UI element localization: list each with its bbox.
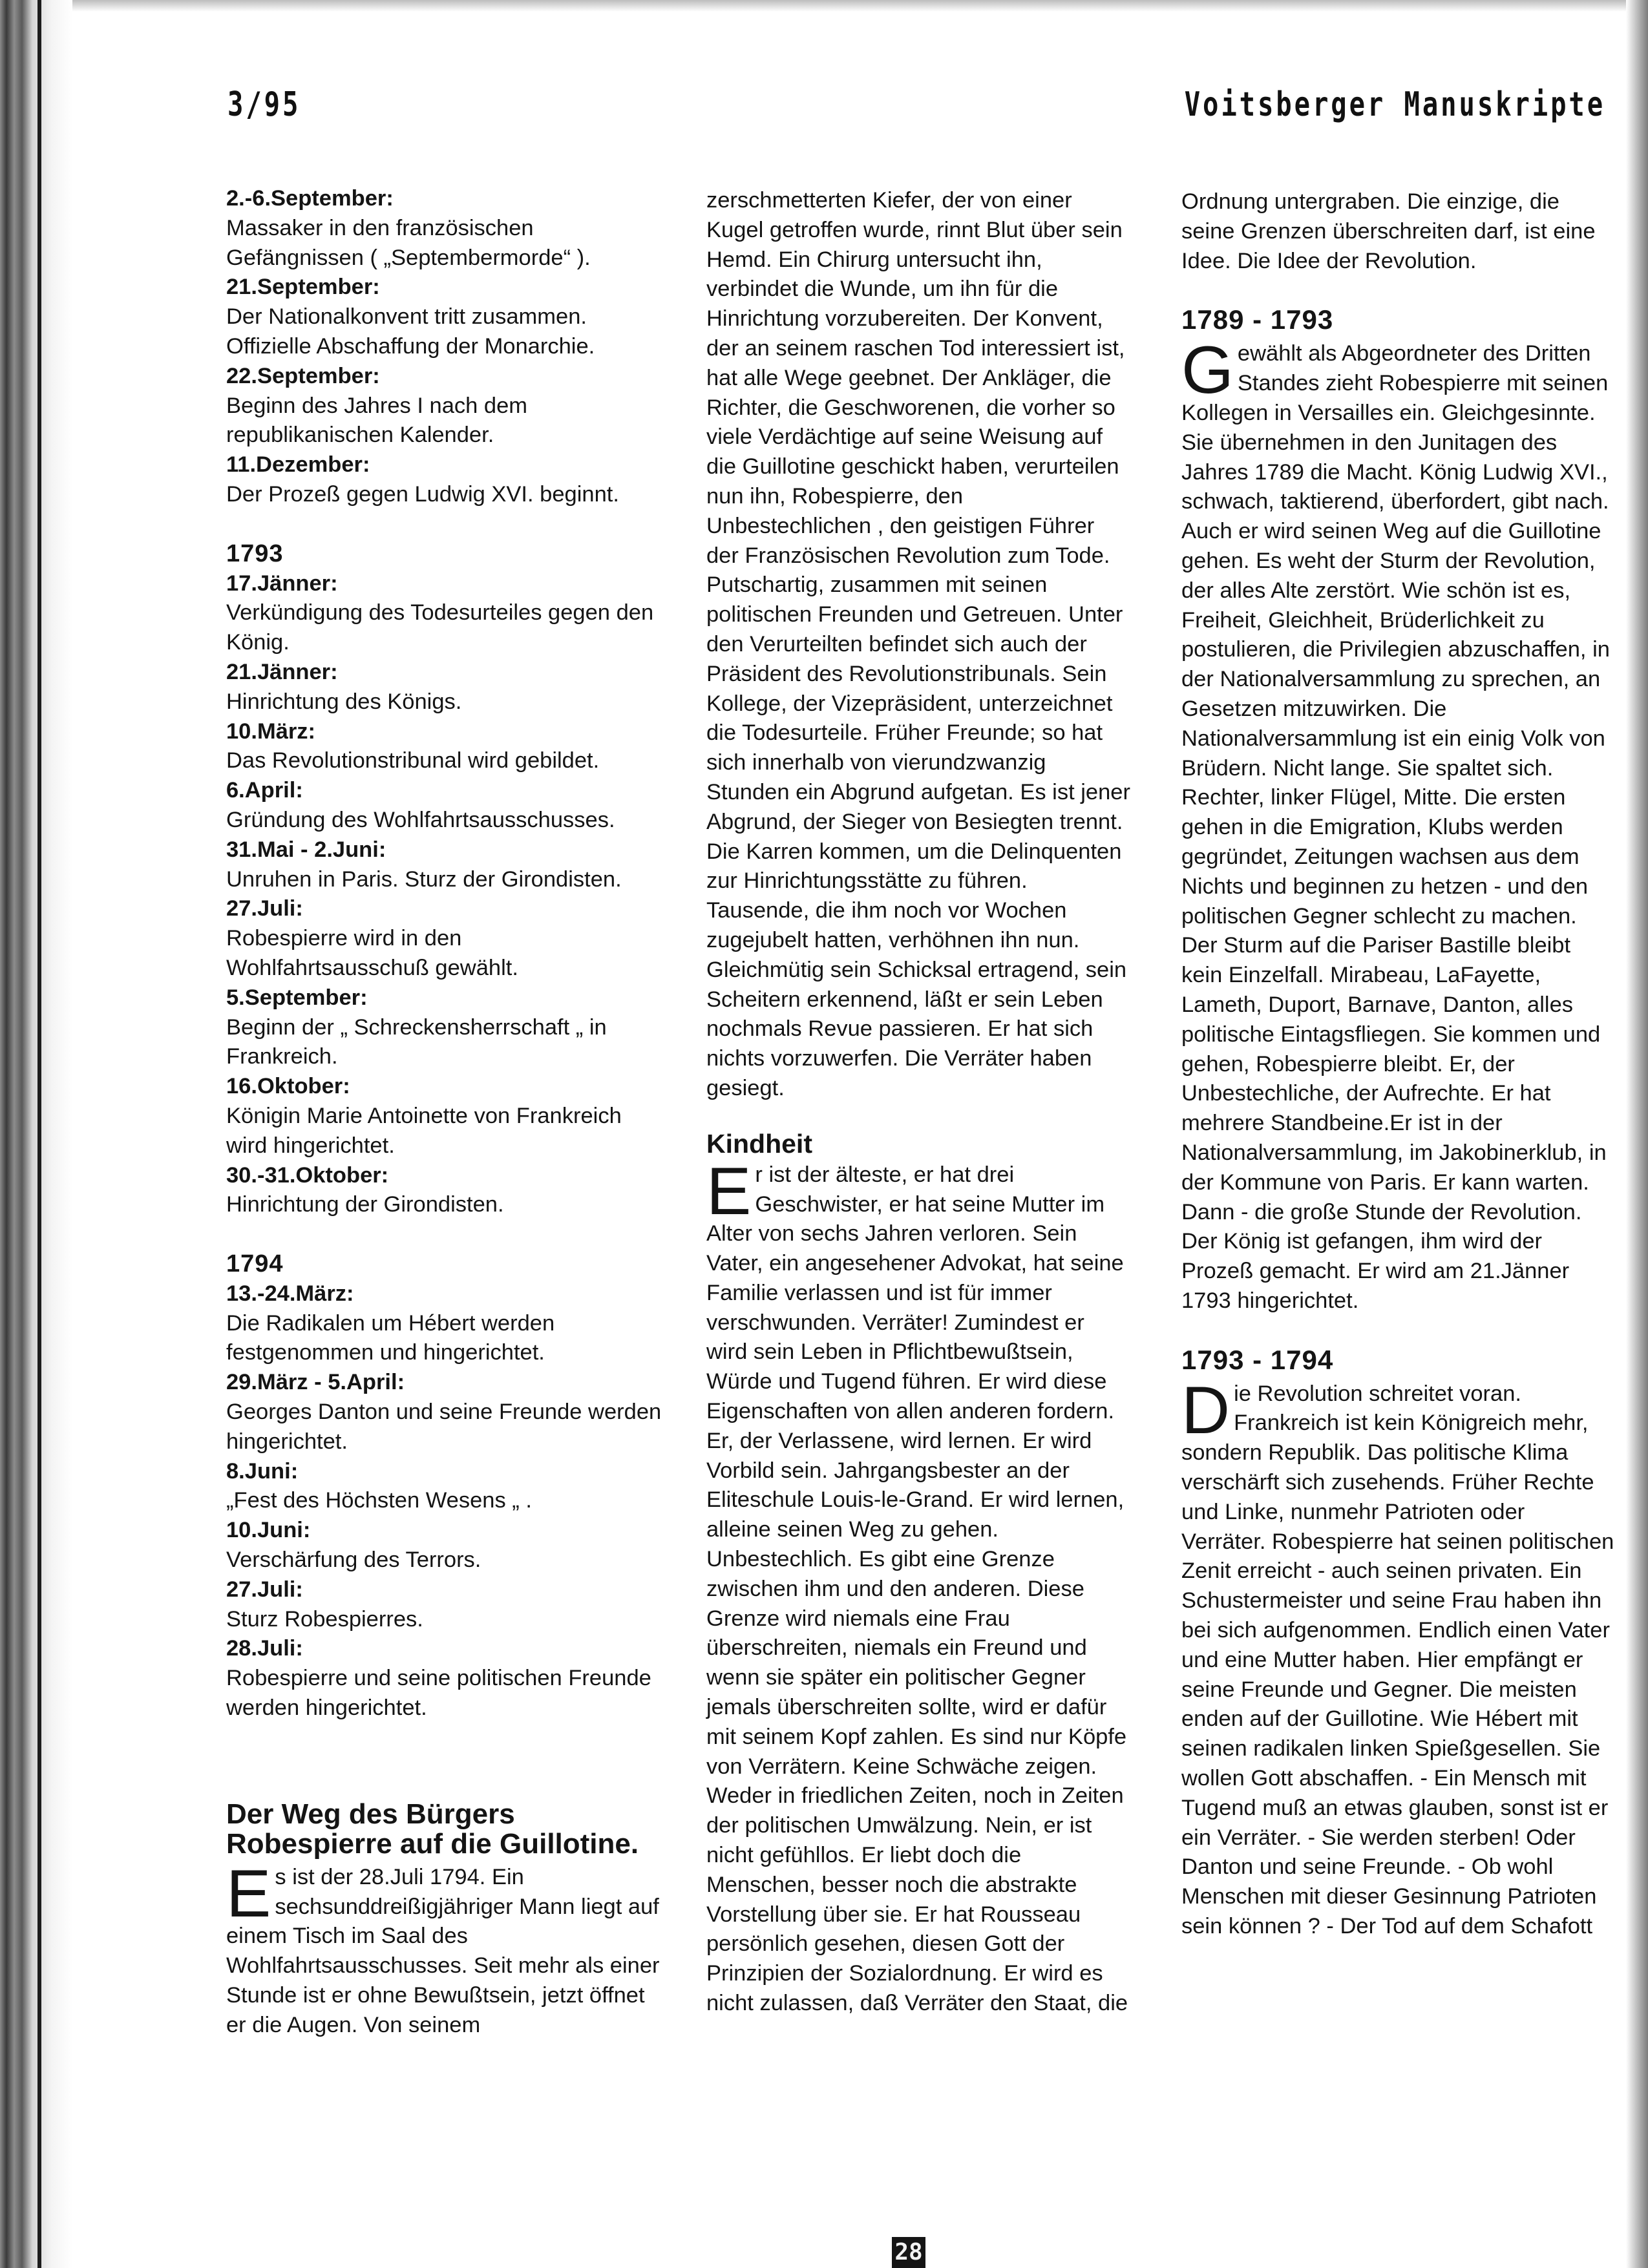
timeline-entry (226, 894, 666, 983)
timeline-entry (226, 983, 666, 1072)
timeline-event: Gründung des Wohlfahrtsausschusses. (226, 807, 615, 832)
timeline-1792 (226, 184, 666, 510)
section-heading-1789-1793: 1789 - 1793 (1181, 304, 1334, 335)
article-1793-text: ie Revolution schreitet voran. Frankreich ist kein Königreich mehr, sondern Republik. Das politische Klima verschärft sich zusehends. Früher Rechte und Linke, nunmehr Patrioten oder Verräter. Robespierre hat seinen politischen Zenit erreicht - auch seinen privaten. Ein Schustermeister und seine Frau haben ihn bei sich aufgenommen. Endlich einen Vater und eine Mutter haben. Hier empfängt er seine Freunde und Gegner. Die meisten enden auf der Guillotine. Wie Hébert mit seinen radikalen linken Spießgesellen. Sie wollen Gott abschaffen. - Ein Mensch mit Tugend muß an etwas glauben, sonst ist er ein Verräter. - Sie werden sterben! Oder Danton und seine Freunde. - Ob wohl Menschen mit dieser Gesinnung Patrioten sein können ? - Der Tod auf dem Schafott (1181, 1381, 1614, 1939)
timeline-date: 5.September: (226, 985, 368, 1010)
timeline-date: 13.-24.März: (226, 1281, 354, 1306)
timeline-date: 29.März - 5.April: (226, 1370, 405, 1395)
timeline-date: 16.Oktober: (226, 1074, 350, 1099)
column-article-middle (706, 186, 1130, 2019)
column-timeline (226, 184, 666, 2041)
magazine-title: Voitsberger Manuskripte (1184, 85, 1605, 124)
article-intro-paragraph (226, 1856, 666, 2041)
article-paragraph: zerschmetterten Kiefer, der von einer Kugel getroffen wurde, rinnt Blut über sein Hemd. Ein Chirurg untersucht ihn, verbindet die Wunde, um ihn für die Hinrichtung vorzubereiten. Der Konvent, der an seinem raschen Tod interessiert ist, hat alle Wege geebnet. Der Ankläger, die Richter, die Geschworenen, die vorher so viele Verdächtige auf seine Weisung auf die Guillotine geschickt haben, verurteilen nun ihn, Robespierre, den Unbestechlichen , den geistigen Führer der Französischen Revolution zum Tode. Putschartig, zusammen mit seinen politischen Freunden und Getreuen. Unter den Verurteilten befindet sich auch der Präsident des Revolutionstribunals. Sein Kollege, der Vizepräsident, unterzeichnet die Todesurteile. Früher Freunde; so hat sich innerhalb von vierundzwanzig Stunden ein Abgrund aufgetan. Es ist jener Abgrund, der Sieger von Besiegten trennt. Die Karren kommen, um die Delinquenten zur Hinrichtungsstätte zu führen. Tausende, die ihm noch vor Wochen zugejubelt hatten, verhöhnen ihn nun. Gleichmütig sein Schicksal ertragend, sein Scheitern erkennend, läßt er sein Leben nochmals Revue passieren. Er hat sich nichts vorzuwerfen. Die Verräter haben gesiegt. (706, 188, 1130, 1100)
section-heading-1793-1794: 1793 - 1794 (1181, 1344, 1334, 1375)
timeline-entry (226, 450, 666, 510)
timeline-date: 10.Juni: (226, 1518, 311, 1543)
timeline-event: „Fest des Höchsten Wesens „ . (226, 1488, 532, 1513)
timeline-entry (226, 1161, 666, 1221)
timeline-date: 22.September: (226, 363, 380, 388)
timeline-event: Massaker in den französischen Gefängnissen ( „Septembermorde“ ). (226, 215, 591, 270)
timeline-entry (226, 1457, 666, 1517)
timeline-date: 10.März: (226, 719, 316, 744)
article-1789-text: ewählt als Abgeordneter des Dritten Standes zieht Robespierre mit seinen Kollegen in Versailles ein. Gleichgesinnte. Sie übernehmen in den Junitagen des Jahres 1789 die Macht. König Ludwig XVI., schwach, taktierend, überfordert, gibt nach. Auch er wird seinen Weg auf die Guillotine gehen. Es weht der Sturm der Revolution, der alles Alte zerstört. Wie schön ist es, Freiheit, Gleichheit, Brüderlichkeit zu postulieren, die Privilegien abzuschaffen, in der Nationalversammlung zu sprechen, an Gesetzen mitzuwirken. Die Nationalversammlung ist ein einig Volk von Brüdern. Nicht lange. Sie spaltet sich. Rechter, linker Flügel, Mitte. Die ersten gehen in die Emigration, Klubs werden gegründet, Zeitungen wachsen aus dem Nichts und beginnen zu hetzen - und den politischen Gegner schlecht zu machen. Der Sturm auf die Pariser Bastille bleibt kein Einzelfall. Mirabeau, LaFayette, Lameth, Duport, Barnave, Danton, alles politische Eintagsfliegen. Sie kommen und gehen, Robespierre bleibt. Er, der Unbestechliche, der Aufrechte. Er hat mehrere Standbeine.Er ist in der Nationalversammlung, im Jakobinerklub, in der Kommune von Paris. Er kann warten. Dann - die große Stunde der Revolution. Der König ist gefangen, ihm wird der Prozeß gemacht. Er wird am 21.Jänner 1793 hingerichtet. (1181, 341, 1610, 1313)
timeline-entry (226, 184, 666, 273)
timeline-event: Georges Danton und seine Freunde werden hingerichtet. (226, 1400, 662, 1454)
timeline-event: Das Revolutionstribunal wird gebildet. (226, 748, 600, 773)
timeline-1794 (226, 1279, 666, 1723)
timeline-date: 11.Dezember: (226, 452, 370, 478)
article-title: Der Weg des Bürgers Robespierre auf die Guillotine. (226, 1798, 639, 1860)
timeline-event: Hinrichtung der Girondisten. (226, 1192, 504, 1217)
timeline-date: 2.-6.September: (226, 186, 394, 211)
timeline-event: Der Nationalkonvent tritt zusammen. Offizielle Abschaffung der Monarchie. (226, 304, 595, 359)
timeline-entry (226, 1575, 666, 1635)
article-intro-text: s ist der 28.Juli 1794. Ein sechsunddreißigjähriger Mann liegt auf einem Tisch im Saal des Wohlfahrtsausschusses. Seit mehr als einer Stunde ist er ohne Bewußtsein, jetzt öffnet er die Augen. Von seinem (226, 1864, 660, 2037)
timeline-entry (226, 1368, 666, 1456)
article-paragraph-1793 (1181, 1372, 1614, 1942)
article-paragraph-kindheit (706, 1153, 1130, 2019)
drop-cap: G (1181, 333, 1234, 408)
timeline-event: Beginn des Jahres I nach dem republikanischen Kalender. (226, 393, 528, 448)
section-heading-kindheit: Kindheit (706, 1128, 812, 1159)
article-paragraph-1789 (1181, 333, 1614, 1316)
timeline-event: Hinrichtung des Königs. (226, 689, 462, 714)
drop-cap: D (1181, 1372, 1231, 1448)
timeline-entry (226, 1072, 666, 1160)
timeline-event: Die Radikalen um Hébert werden festgenommen und hingerichtet. (226, 1310, 555, 1365)
timeline-event: Königin Marie Antoinette von Frankreich wird hingerichtet. (226, 1103, 622, 1158)
page-binding-shadow (0, 0, 72, 2268)
timeline-entry (226, 717, 666, 777)
timeline-date: 27.Juli: (226, 1577, 303, 1602)
timeline-event: Robespierre und seine politischen Freunde werden hingerichtet. (226, 1666, 651, 1721)
timeline-date: 28.Juli: (226, 1636, 303, 1661)
timeline-date: 27.Juli: (226, 896, 303, 921)
drop-cap: E (706, 1153, 752, 1229)
issue-number: 3/95 (227, 85, 301, 124)
page-number: 28 (892, 2237, 925, 2268)
timeline-date: 21.September: (226, 275, 380, 300)
timeline-event: Robespierre wird in den Wohlfahrtsausschuß gewählt. (226, 926, 518, 980)
page-top-shadow (72, 0, 1626, 12)
timeline-event: Verkündigung des Todesurteiles gegen den König. (226, 600, 654, 655)
article-kindheit-text: r ist der älteste, er hat drei Geschwister, er hat seine Mutter im Alter von sechs Jahren verloren. Sein Vater, ein angesehener Advokat, hat seine Familie verlassen und ist für immer verschwunden. Verräter! Zumindest er wird sein Leben in Pflichtbewußtsein, Würde und Tugend führen. Er wird diese Eigenschaften von allen anderen fordern. Er, der Verlassene, wird lernen. Er wird Vorbild sein. Jahrgangsbester an der Eliteschule Louis-le-Grand. Er wird lernen, alleine seinen Weg zu gehen. Unbestechlich. Es gibt eine Grenze zwischen ihm und den anderen. Diese Grenze wird niemals eine Frau überschreiten, niemals ein Freund und wenn sie später ein politischer Gegner jemals überschreiten sollte, wird er dafür mit seinem Kopf zahlen. Es sind nur Köpfe von Verrätern. Keine Schwäche zeigen. Weder in friedlichen Zeiten, noch in Zeiten der politischen Umwälzung. Nein, er ist nicht gefühllos. Er liebt doch die Menschen, besser noch die abstrakte Vorstellung über sie. Er hat Rousseau persönlich gesehen, diesen Gott der Prinzipien der Sozialordnung. Er wird es nicht zulassen, daß Verräter den Staat, die (706, 1162, 1128, 2016)
timeline-entry (226, 362, 666, 450)
timeline-entry (226, 658, 666, 717)
timeline-entry (226, 273, 666, 361)
drop-cap: E (226, 1856, 271, 1931)
timeline-event: Sturz Robespierres. (226, 1606, 423, 1632)
timeline-event: Der Prozeß gegen Ludwig XVI. beginnt. (226, 481, 619, 507)
column-article-right (1181, 187, 1614, 1942)
timeline-entry (226, 835, 666, 895)
timeline-entry (226, 776, 666, 835)
page-right-edge-shadow (1626, 0, 1648, 2268)
timeline-year-heading: 1793 (226, 540, 284, 567)
timeline-year-heading: 1794 (226, 1250, 284, 1278)
timeline-entry (226, 569, 666, 658)
timeline-date: 6.April: (226, 778, 303, 803)
timeline-date: 17.Jänner: (226, 571, 338, 596)
article-paragraph: Ordnung untergraben. Die einzige, die seine Grenzen überschreiten darf, ist eine Idee. Die Idee der Revolution. (1181, 189, 1596, 273)
timeline-event: Unruhen in Paris. Sturz der Girondisten. (226, 866, 622, 892)
timeline-date: 8.Juni: (226, 1458, 299, 1484)
timeline-1793 (226, 569, 666, 1221)
timeline-entry (226, 1634, 666, 1723)
timeline-date: 31.Mai - 2.Juni: (226, 837, 386, 862)
timeline-event: Verschärfung des Terrors. (226, 1548, 481, 1573)
timeline-date: 21.Jänner: (226, 659, 338, 684)
timeline-entry (226, 1279, 666, 1368)
timeline-event: Beginn der „ Schreckensherrschaft „ in Frankreich. (226, 1014, 607, 1069)
timeline-entry (226, 1516, 666, 1575)
binding-edge-line (37, 0, 41, 2268)
timeline-date: 30.-31.Oktober: (226, 1162, 389, 1188)
